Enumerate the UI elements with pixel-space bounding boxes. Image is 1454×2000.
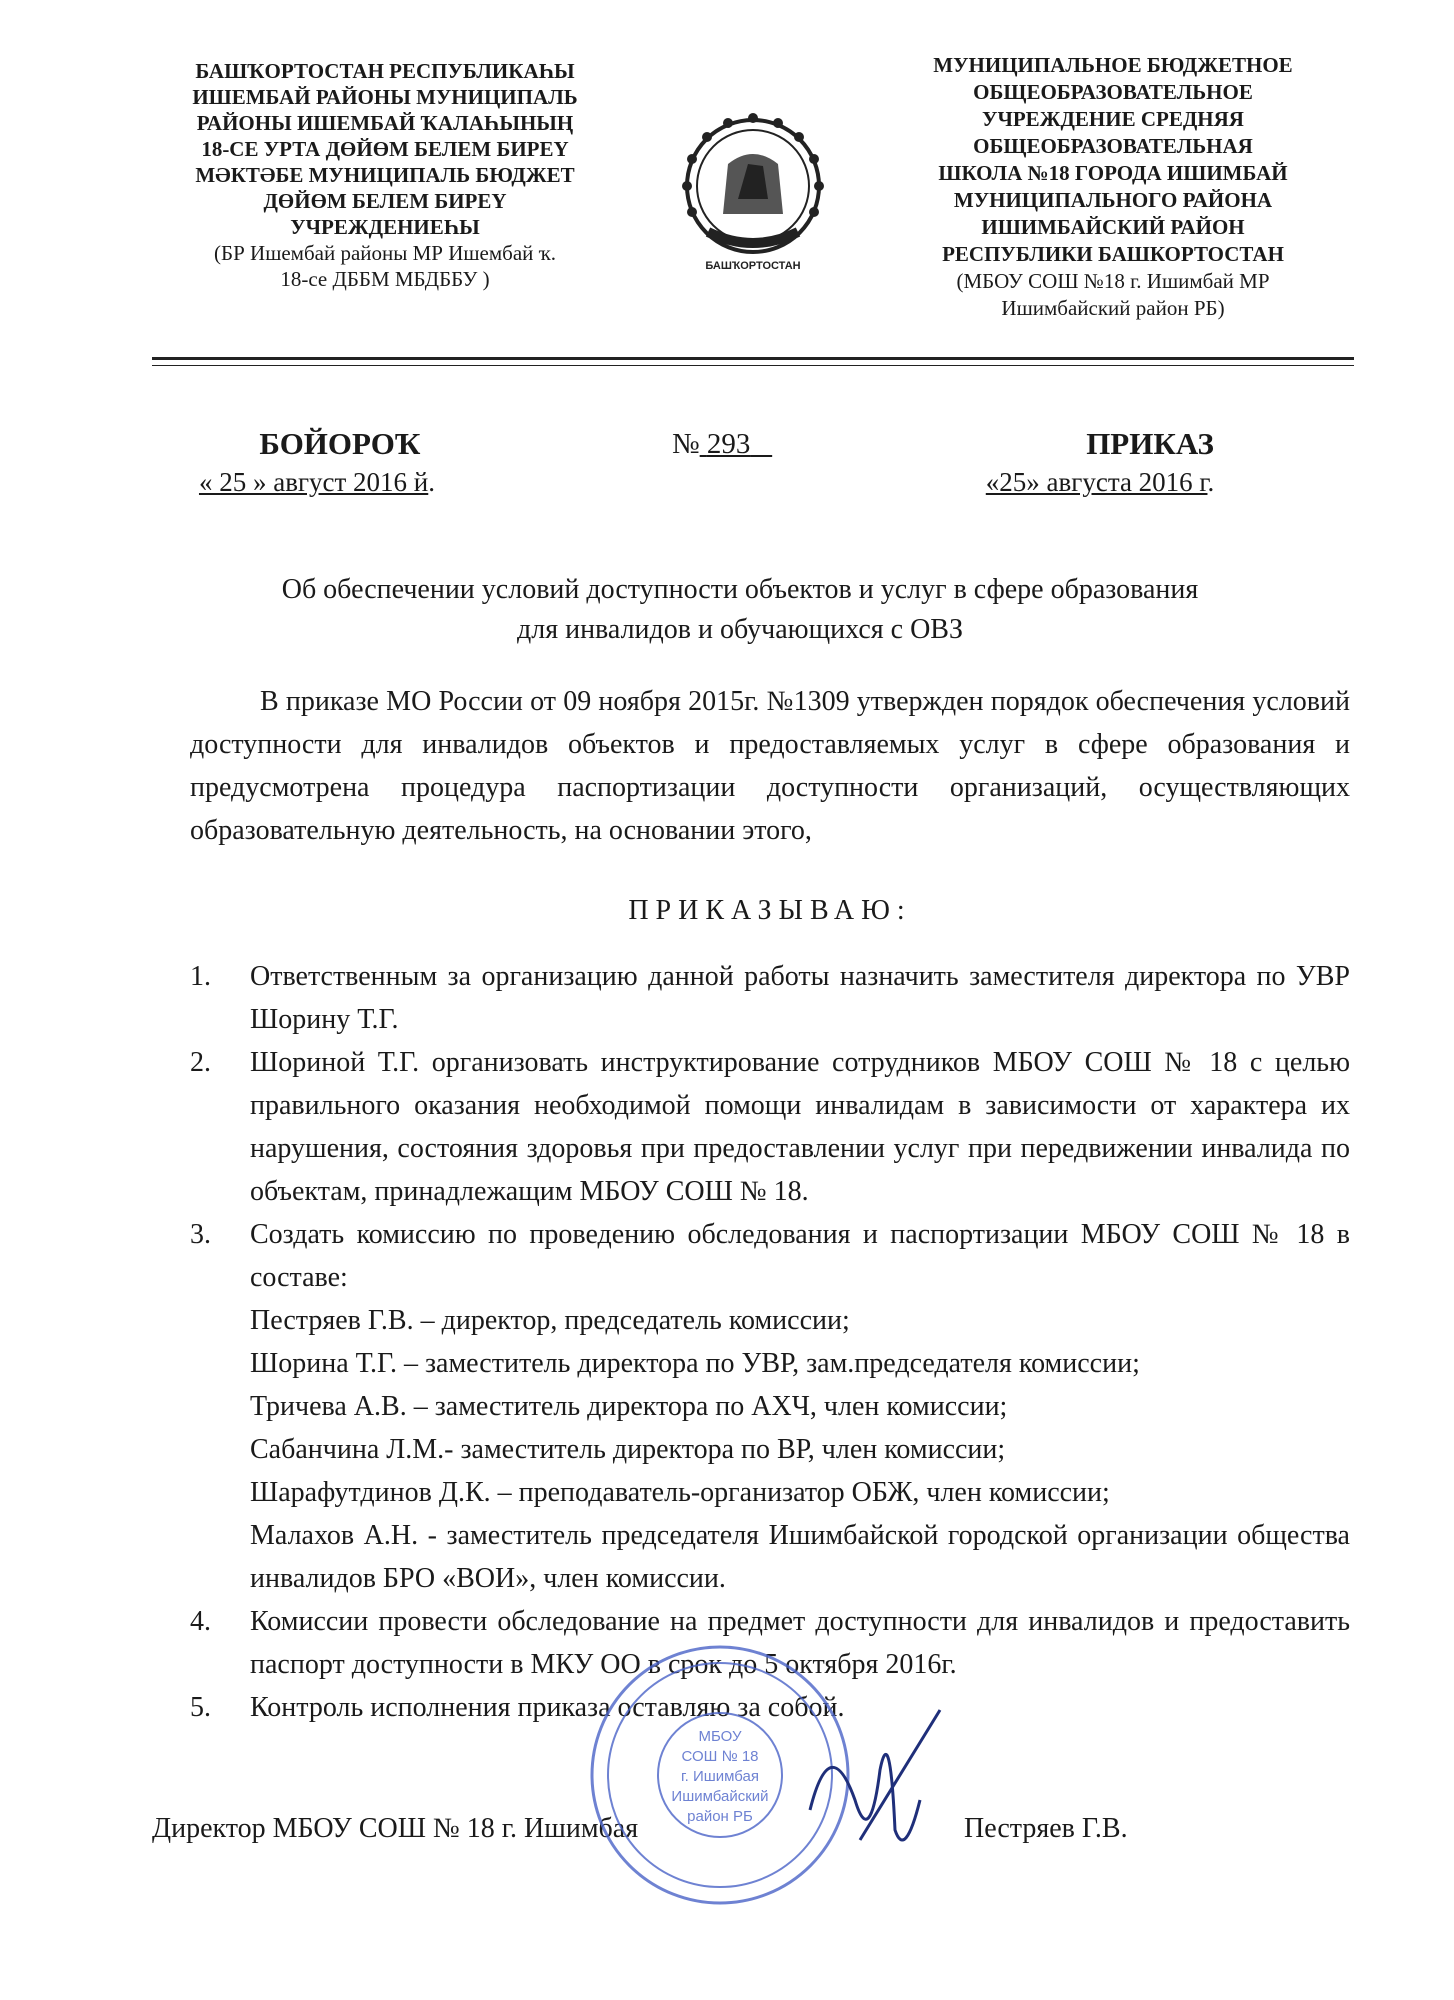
item-number: 2.: [190, 1047, 211, 1078]
order-date-bashkir: « 25 » август 2016 й.: [198, 467, 436, 497]
header-left-line: 18-СЕ УРТА ДӨЙӨМ БЕЛЕМ БИРЕҮ: [201, 137, 569, 161]
member-line: Малахов А.Н. - заместитель председателя Ишимбайской городской организации общества инвалидов БРО «ВОИ», член комиссии.: [250, 1520, 1350, 1594]
order-date-russian: «25» августа 2016 г.: [985, 467, 1215, 497]
order-title-russian: ПРИКАЗ: [1086, 426, 1214, 461]
item-number: 5.: [190, 1692, 211, 1723]
preamble-paragraph: В приказе МО России от 09 ноября 2015г. №1309 утвержден порядок обеспечения условий доступности для инвалидов объектов и предоставляемых услуг в сфере образования и предусмотрена процедура паспортизации доступности организаций, осуществляющих образовательную деятельность, на основании этого,: [190, 686, 1350, 846]
header-left-sub-line: (БР Ишембай районы МР Ишембай ҡ.: [214, 241, 556, 265]
member-line: Шорина Т.Г. – заместитель директора по УВР, зам.председателя комиссии;: [250, 1348, 1140, 1379]
stamp-line: Ишимбайский: [671, 1788, 769, 1805]
stamp-line: МБОУ: [698, 1728, 742, 1745]
commission-members: [250, 1299, 1350, 1600]
header-left-bashkir: [150, 58, 620, 292]
order-heading: ПРИКАЗЫВАЮ:: [628, 895, 912, 926]
header-right-russian: [878, 52, 1348, 322]
signatory-name: Пестряев Г.В.: [964, 1813, 1128, 1844]
handwritten-signature-icon: [800, 1690, 950, 1880]
order-subject: [190, 570, 1290, 650]
item-number: 4.: [190, 1606, 211, 1637]
emblem-caption: БАШҠОРТОСТАН: [705, 260, 801, 272]
item-text: Контроль исполнения приказа оставляю за собой.: [250, 1692, 845, 1723]
stamp-line: район РБ: [687, 1808, 753, 1825]
header-right-line: ОБЩЕОБРАЗОВАТЕЛЬНАЯ: [973, 134, 1253, 158]
order-number: [672, 428, 772, 461]
subject-line: Об обеспечении условий доступности объектов и услуг в сфере образования: [281, 574, 1199, 605]
signatory-position: Директор МБОУ СОШ № 18 г. Ишимбая: [152, 1813, 639, 1844]
header-left-line: УЧРЕЖДЕНИЕҺЫ: [290, 215, 480, 239]
member-line: Пестряев Г.В. – директор, председатель комиссии;: [250, 1305, 850, 1336]
header-divider-thick: [152, 357, 1354, 360]
order-number-value: [700, 428, 773, 460]
subject-line: для инвалидов и обучающихся с ОВЗ: [516, 614, 963, 645]
header-right-line: УЧРЕЖДЕНИЕ СРЕДНЯЯ: [982, 107, 1244, 131]
item-text: Комиссии провести обследование на предмет доступности для инвалидов и предоставить паспорт доступности в МКУ ОО в срок до 5 октября 2016г.: [250, 1606, 1350, 1680]
stamp-line: г. Ишимбая: [680, 1768, 760, 1785]
order-number-digits: 293: [706, 428, 751, 460]
header-right-line: ИШИМБАЙСКИЙ РАЙОН: [981, 215, 1245, 239]
order-title-bashkir: БОЙОРОҠ: [259, 426, 421, 461]
bashkortostan-emblem-icon: [668, 104, 838, 279]
member-line: Тричева А.В. – заместитель директора по АХЧ, член комиссии;: [250, 1391, 1008, 1422]
list-item: [190, 1213, 1350, 1299]
header-left-line: РАЙОНЫ ИШЕМБАЙ ҠАЛАҺЫНЫҢ: [196, 111, 574, 135]
list-item: [190, 1041, 1350, 1213]
header-right-line: ОБЩЕОБРАЗОВАТЕЛЬНОЕ: [973, 80, 1253, 104]
item-text: Ответственным за организацию данной работы назначить заместителя директора по УВР Шорину Т.Г.: [250, 961, 1350, 1035]
header-left-line: ДӨЙӨМ БЕЛЕМ БИРЕҮ: [263, 189, 507, 213]
header-right-line: РЕСПУБЛИКИ БАШКОРТОСТАН: [942, 242, 1284, 266]
item-number: 3.: [190, 1219, 211, 1250]
order-number-prefix: №: [672, 428, 700, 460]
header-right-line: ШКОЛА №18 ГОРОДА ИШИМБАЙ: [938, 161, 1288, 185]
order-date-russian-text: «25» августа 2016 г: [985, 467, 1208, 497]
member-line: Сабанчина Л.М.- заместитель директора по ВР, член комиссии;: [250, 1434, 1006, 1465]
item-number: 1.: [190, 961, 211, 992]
header-right-sub-line: (МБОУ СОШ №18 г. Ишимбай МР: [956, 269, 1270, 293]
header-divider-thin: [152, 365, 1354, 366]
header-left-line: МӘКТӘБЕ МУНИЦИПАЛЬ БЮДЖЕТ: [195, 163, 575, 187]
header-left-line: БАШҠОРТОСТАН РЕСПУБЛИКАҺЫ: [195, 59, 575, 83]
stamp-line: СОШ № 18: [681, 1748, 759, 1765]
header-left-line: ИШЕМБАЙ РАЙОНЫ МУНИЦИПАЛЬ: [192, 85, 578, 109]
item-text: Шориной Т.Г. организовать инструктирование сотрудников МБОУ СОШ № 18 с целью правильного оказания необходимой помощи инвалидам в зависимости от характера их нарушения, состояния здоровья при предоставлении услуг при передвижении инвалида по объектам, принадлежащим МБОУ СОШ № 18.: [250, 1047, 1350, 1207]
header-right-line: МУНИЦИПАЛЬНОЕ БЮДЖЕТНОЕ: [933, 53, 1293, 77]
member-line: Шарафутдинов Д.К. – преподаватель-организатор ОБЖ, член комиссии;: [250, 1477, 1110, 1508]
list-item: [190, 955, 1350, 1041]
header-left-sub-line: 18-се ДББМ МБДББУ ): [280, 267, 490, 291]
order-date-bashkir-text: « 25 » август 2016 й: [198, 467, 429, 497]
header-right-line: МУНИЦИПАЛЬНОГО РАЙОНА: [953, 188, 1273, 212]
item-text: Создать комиссию по проведению обследования и паспортизации МБОУ СОШ № 18 в составе:: [250, 1219, 1350, 1293]
header-right-sub-line: Ишимбайский район РБ): [1001, 296, 1225, 320]
order-items-list: [190, 955, 1350, 1729]
